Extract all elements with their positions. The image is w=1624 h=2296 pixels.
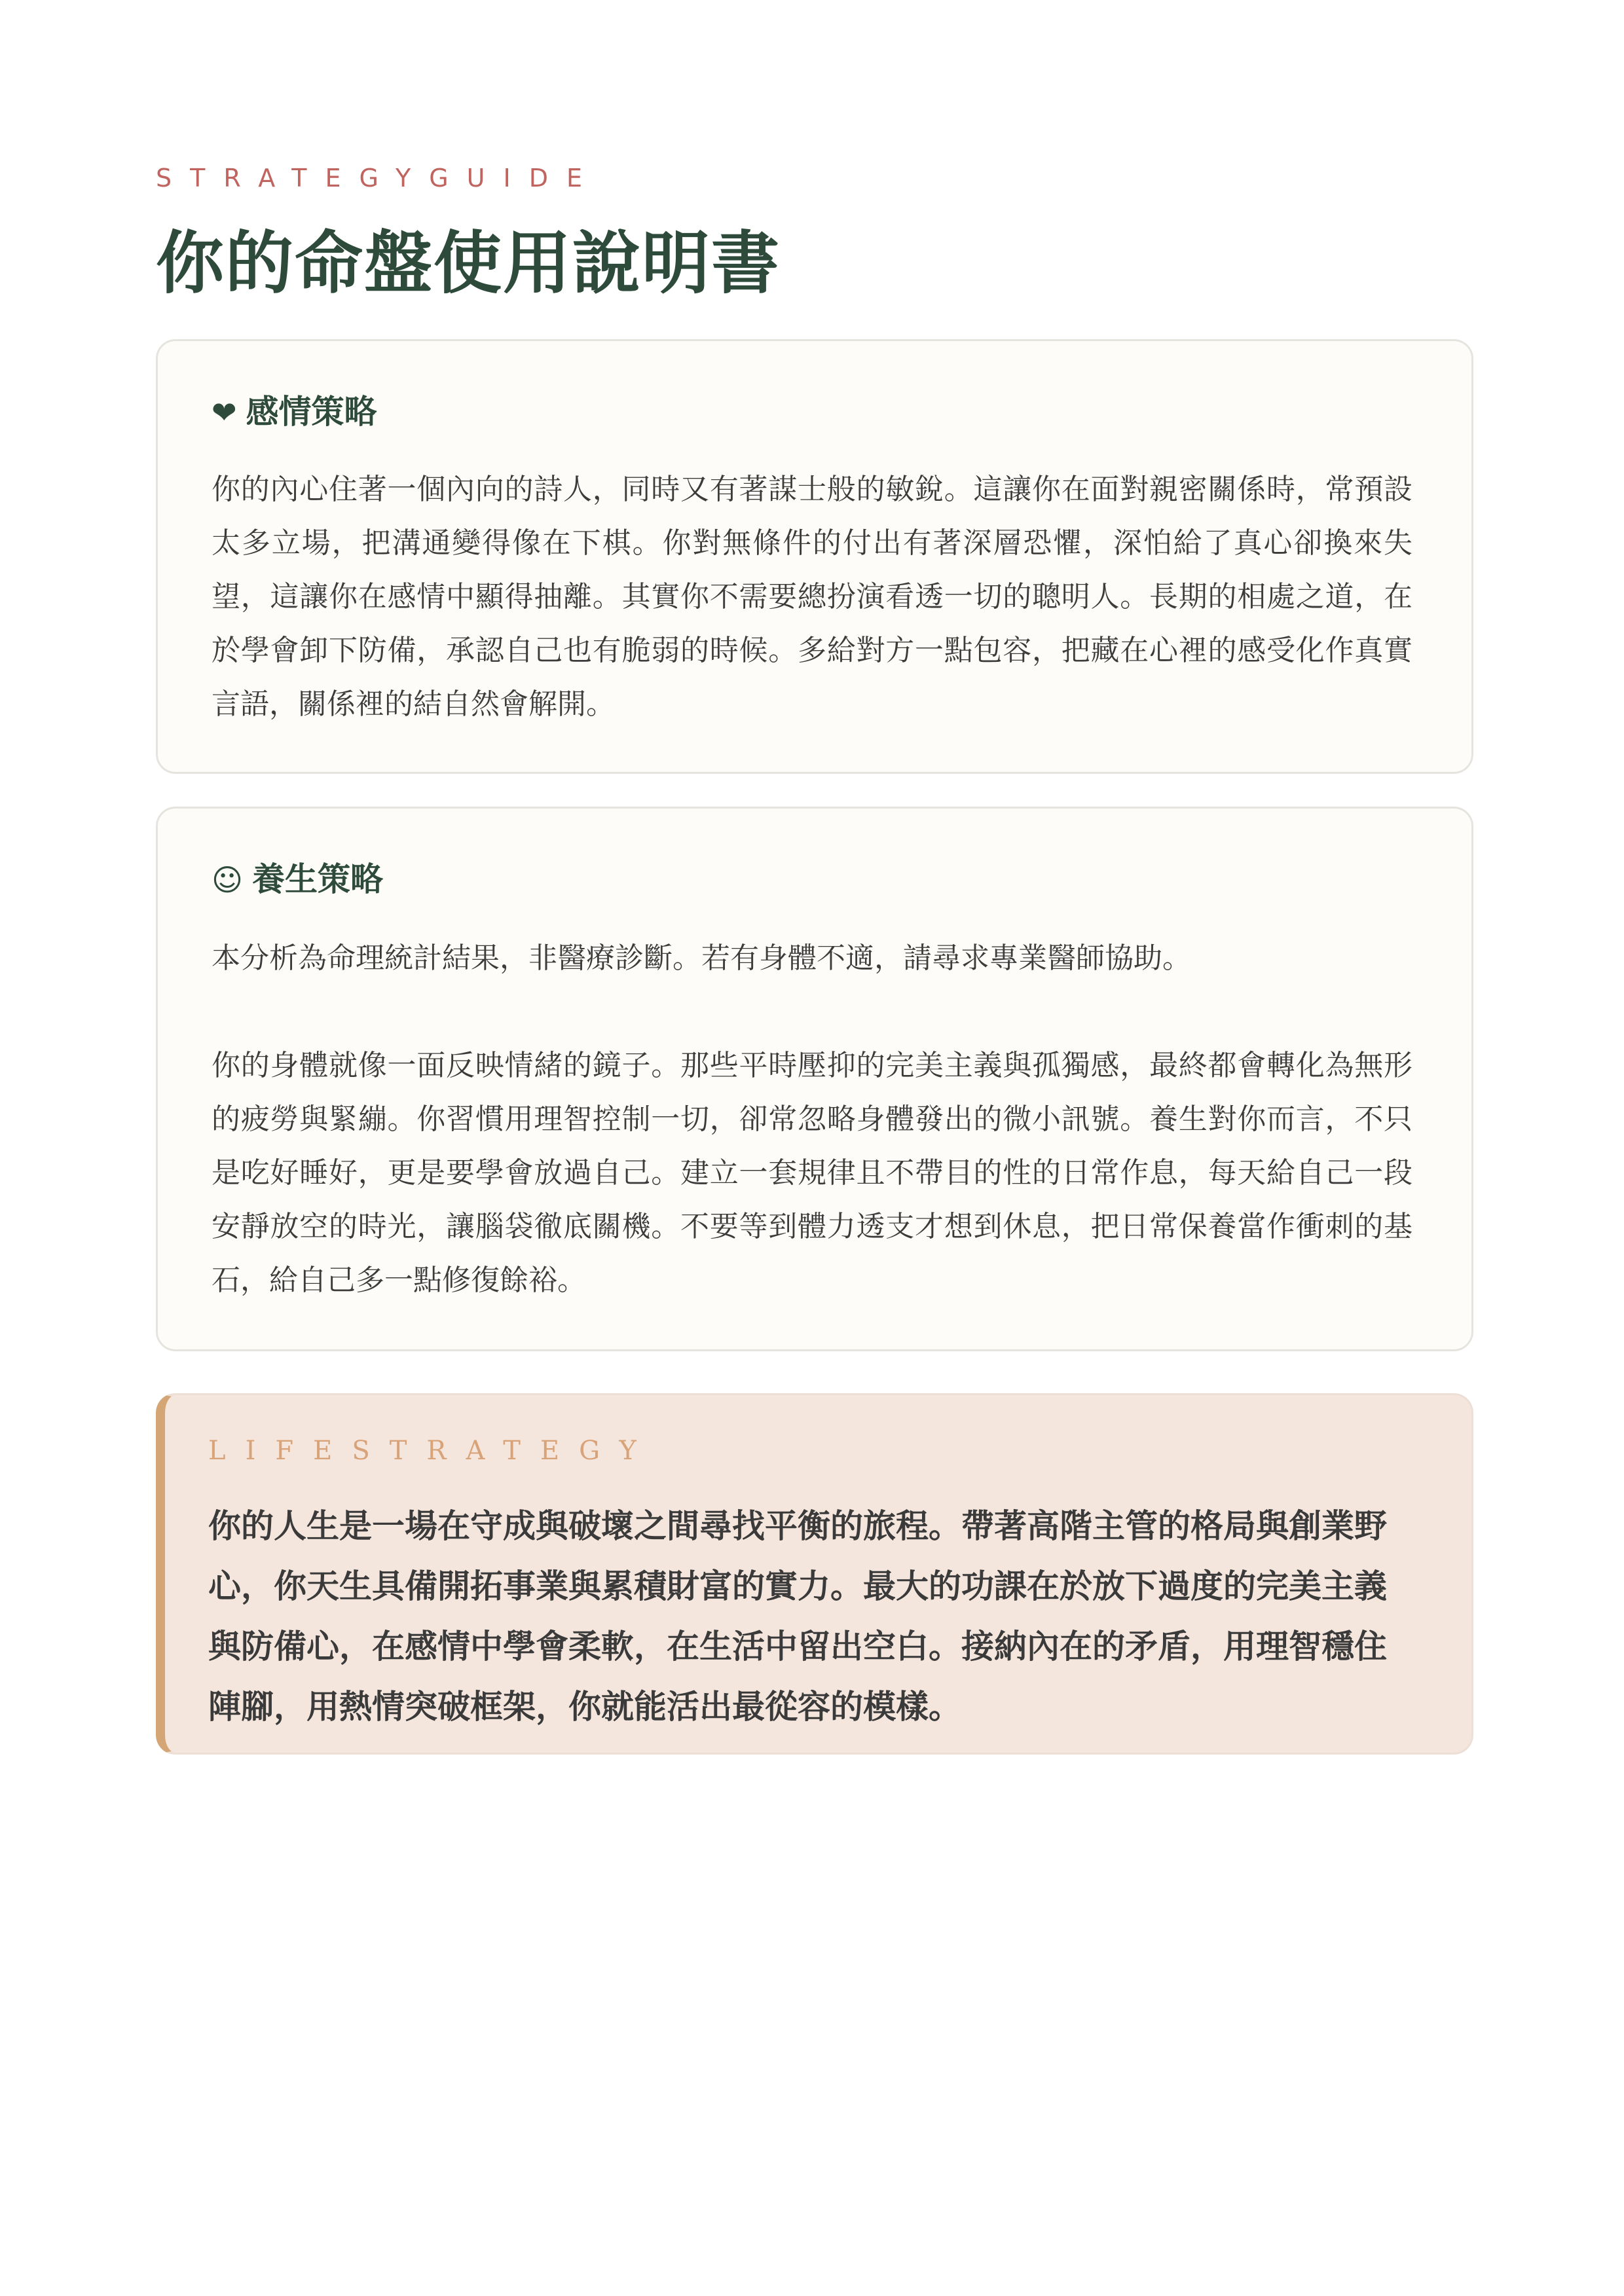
page-title: 你的命盤使用說明書 [156, 223, 781, 303]
life-strategy-eyebrow: LIFESTRATEGY [208, 1436, 656, 1466]
smiley-icon: ☺ [212, 862, 243, 898]
love-strategy-heading [212, 341, 1412, 431]
health-strategy-heading-label: 養生策略 [251, 860, 383, 898]
love-strategy-heading-label: 感情策略 [246, 392, 377, 431]
life-strategy-card [156, 1393, 1473, 1755]
health-disclaimer-note: 本分析為命理統計結果，非醫療診斷。若有身體不適，請尋求專業醫師協助。 [212, 941, 1191, 975]
health-strategy-heading [212, 809, 1412, 899]
section-eyebrow: STRATEGYGUIDE [156, 164, 600, 192]
life-strategy-text: 你的人生是一場在守成與破壞之間尋找平衡的旅程。帶著高階主管的格局與創業野心，你天生具備開拓事業與累積財富的實力。最大的功課在於放下過度的完美主義與防備心，在感情中學會柔軟，在生活中留出空白。接納內在的矛盾，用理智穩住陣腳，用熱情突破框架，你就能活出最從容的模樣。 [208, 1506, 1387, 1726]
health-strategy-text: 你的身體就像一面反映情緒的鏡子。那些平時壓抑的完美主義與孤獨感，最終都會轉化為無形的疲勞與緊繃。你習慣用理智控制一切，卻常忽略身體發出的微小訊號。養生對你而言，不只是吃好睡好，更是要學會放過自己。建立一套規律且不帶目的性的日常作息，每天給自己一段安靜放空的時光，讓腦袋徹底關機。不要等到體力透支才想到休息，把日常保養當作衝刺的基石，給自己多一點修復餘裕。 [212, 1049, 1412, 1297]
love-strategy-card [156, 339, 1473, 774]
heart-icon: ❤ [212, 395, 237, 430]
health-strategy-card [156, 807, 1473, 1351]
love-strategy-text: 你的內心住著一個內向的詩人，同時又有著謀士般的敏銳。這讓你在面對親密關係時，常預設太多立場，把溝通變得像在下棋。你對無條件的付出有著深層恐懼，深怕給了真心卻換來失望，這讓你在感情中顯得抽離。其實你不需要總扮演看透一切的聰明人。長期的相處之道，在於學會卸下防備，承認自己也有脆弱的時候。多給對方一點包容，把藏在心裡的感受化作真實言語，關係裡的結自然會解開。 [212, 473, 1412, 721]
